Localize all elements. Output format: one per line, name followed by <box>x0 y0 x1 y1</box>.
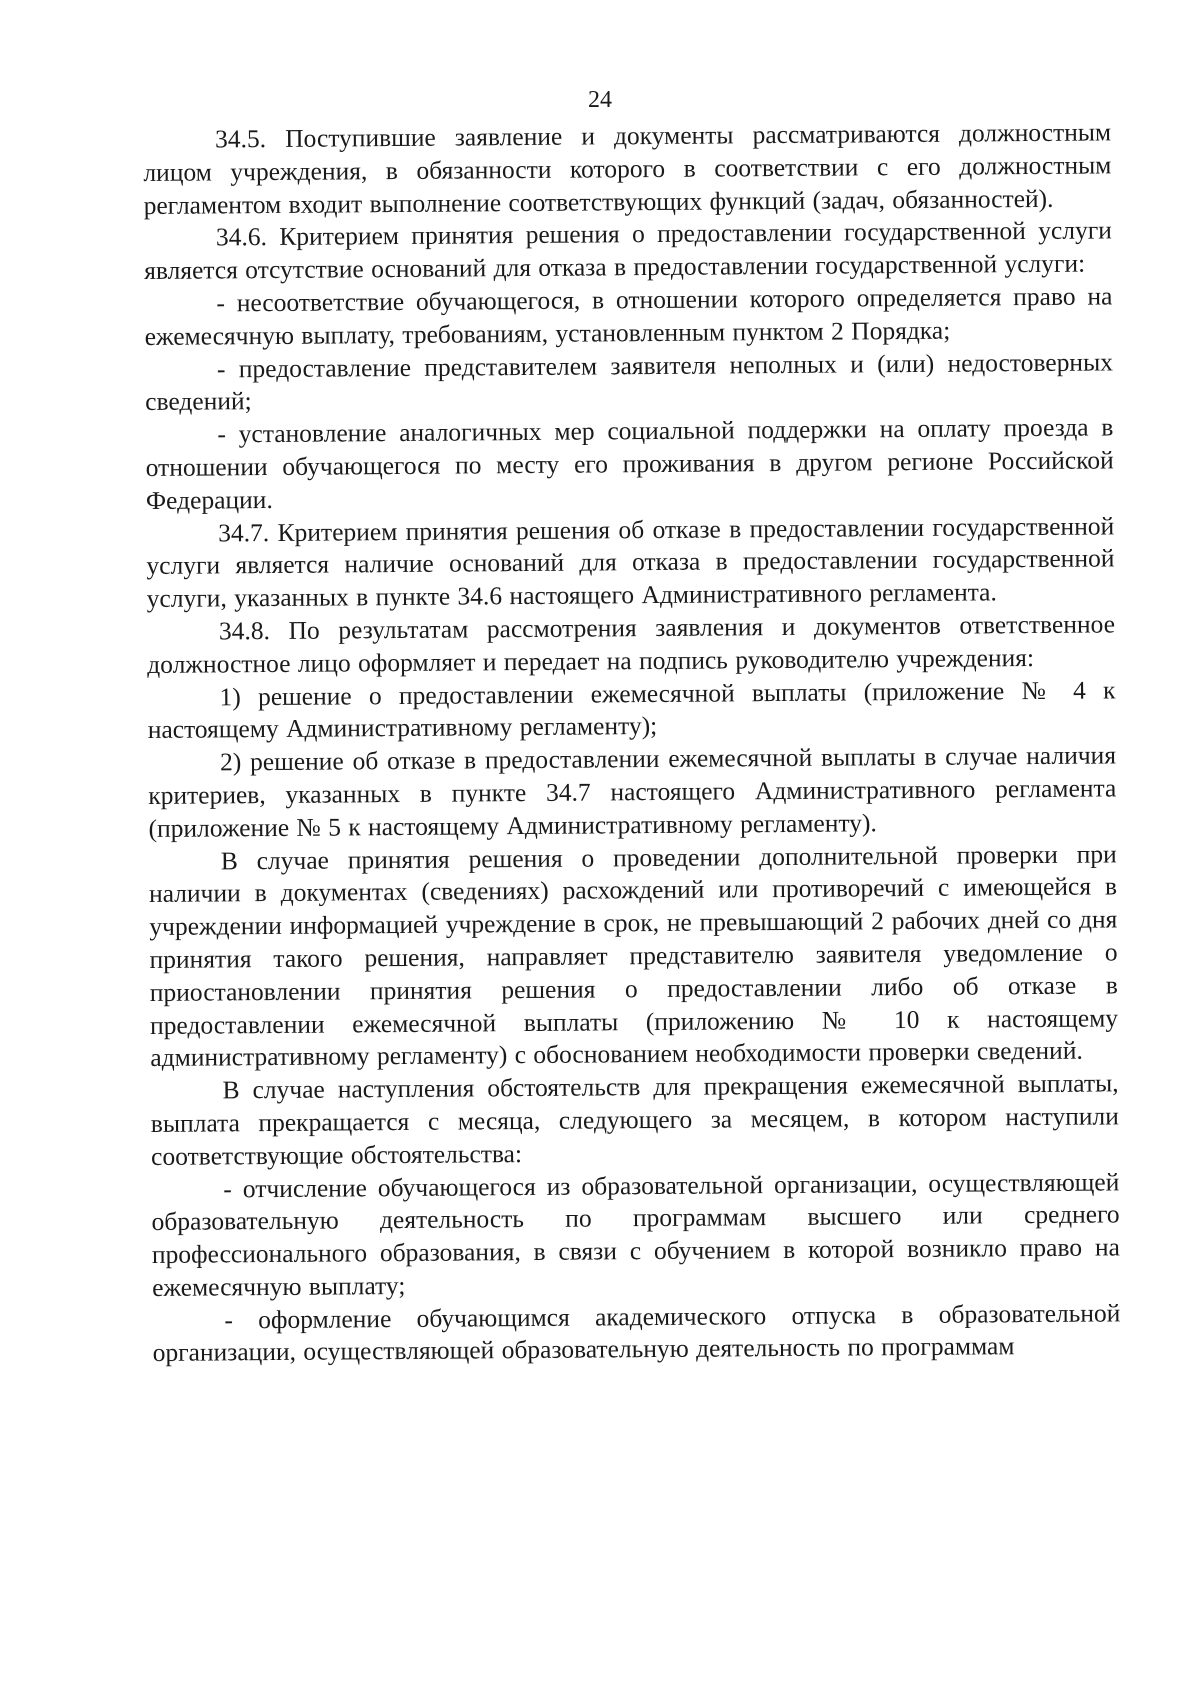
paragraph-34-5: 34.5. Поступившие заявление и документы рассматриваются должностным лицом учреждения, в обязанности которого в соответствии с его должностным регламентом входит выполнение соответствующих функций (задач, обязанностей). <box>143 117 1112 220</box>
paragraph-34-6: 34.6. Критерием принятия решения о предоставлении государственной услуги является отсутствие оснований для отказа в предоставлении государственной услуги: <box>144 215 1112 286</box>
list-item-expulsion: - отчисление обучающегося из образовательной организации, осуществляющей образовательную деятельность по программам высшего или среднего профессионального образования, в связи с обучением в которой возникло право на ежемесячную выплату; <box>151 1166 1120 1302</box>
list-item-similar-measures: - установление аналогичных мер социальной поддержки на оплату проезда в отношении обучающегося по месту его проживания в другом регионе Российской Федерации. <box>145 412 1114 515</box>
paragraph-termination: В случае наступления обстоятельств для прекращения ежемесячной выплаты, выплата прекращается с месяца, следующего за месяцем, в котором наступили соответствующие обстоятельства: <box>150 1068 1119 1171</box>
list-item-mismatch: - несоответствие обучающегося, в отношении которого определяется право на ежемесячную выплату, требованиям, установленным пунктом 2 Порядка; <box>144 281 1113 351</box>
paragraph-34-8: 34.8. По результатам рассмотрения заявления и документов ответственное должностное лицо оформляет и передает на подпись руководителю учреждения: <box>147 609 1116 679</box>
document-body <box>143 116 1121 1370</box>
page-number: 24 <box>588 87 612 113</box>
paragraph-additional-check: В случае принятия решения о проведении дополнительной проверки при наличии в документах (сведениях) расхождений или противоречий с имеющейся в учреждении информацией учреждение в срок, не превышающий 2 рабочих дней со дня принятия такого решения, направляет представителю заявителя уведомление о приостановлении принятия решения о предоставлении либо об отказе в предоставлении ежемесячной выплаты (приложению № 10 к настоящему административному регламенту) с обоснованием необходимости проверки сведений. <box>148 838 1119 1073</box>
list-item-decision-grant: 1) решение о предоставлении ежемесячной выплаты (приложение № 4 к настоящему Административному регламенту); <box>147 674 1116 745</box>
paragraph-34-7: 34.7. Критерием принятия решения об отказе в предоставлении государственной услуги является наличие оснований для отказа в предоставлении государственной услуги, указанных в пункте 34.6 настоящего Административного регламента. <box>146 510 1115 614</box>
list-item-academic-leave: - оформление обучающимся академического отпуска в образовательной организации, осуществляющей образовательную деятельность по программам <box>152 1298 1121 1368</box>
list-item-decision-refuse: 2) решение об отказе в предоставлении ежемесячной выплаты в случае наличия критериев, указанных в пункте 34.7 настоящего Административного регламента (приложение № 5 к настоящему Административному регламенту). <box>148 740 1117 843</box>
list-item-incomplete-info: - предоставление представителем заявителя неполных и (или) недостоверных сведений; <box>145 346 1114 417</box>
